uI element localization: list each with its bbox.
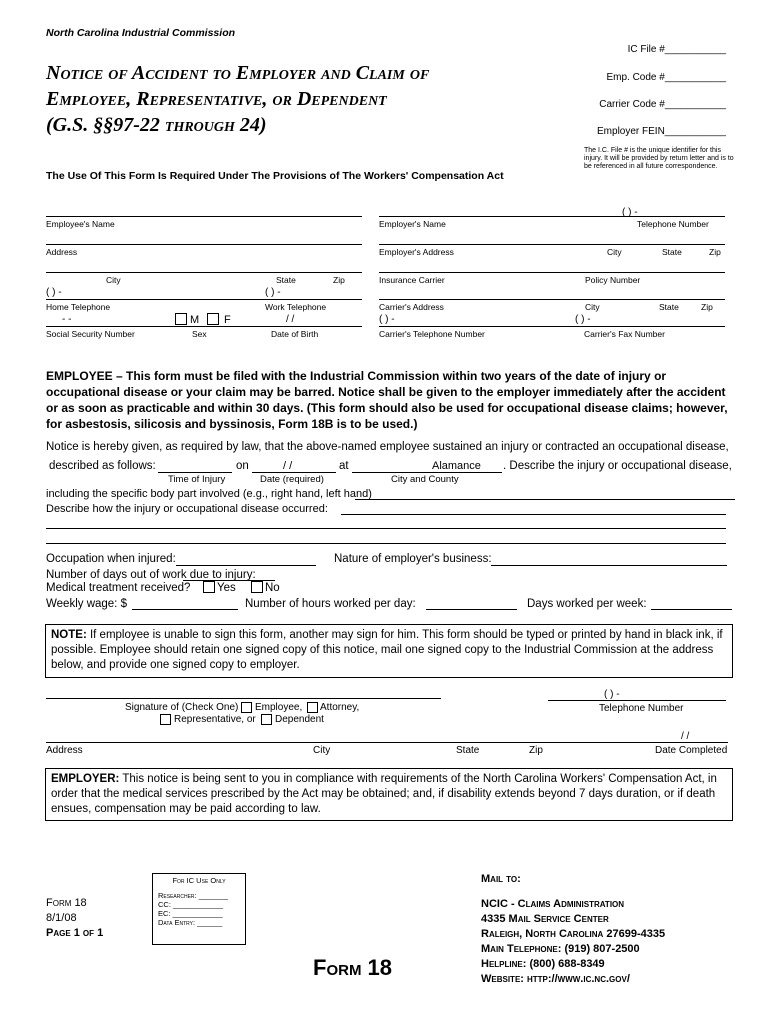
employee-state-label: State — [276, 275, 296, 285]
carrier-phone-mask: ( ) - — [379, 314, 395, 325]
city-county-label: City and County — [391, 474, 459, 485]
sig-phone-mask: ( ) - — [604, 689, 620, 700]
how-injury-line-3[interactable] — [46, 543, 726, 544]
form-18-large: Form 18 — [313, 955, 393, 980]
sig-employee-checkbox[interactable] — [241, 702, 252, 713]
employee-city-line[interactable] — [46, 272, 362, 273]
body-part-label: including the specific body part involved (e.g., right hand, left hand) — [46, 488, 372, 500]
sex-m-label: M — [190, 314, 200, 326]
sig-zip-label: Zip — [529, 745, 543, 756]
sig-address-line[interactable] — [46, 742, 728, 743]
sig-address-label: Address — [46, 745, 83, 756]
nature-business-label: Nature of employer's business: — [334, 553, 492, 565]
note-text: If employee is unable to sign this form, another may sign for him. This form should be typed or printed by hand in black ink, if possible. Employee should retain one signed copy of this notice, mail one signed copy to the Industrial Commission at the address below, and provide one signed copy to employer. — [51, 629, 723, 671]
sex-f-label: F — [224, 314, 231, 326]
medical-yes-checkbox[interactable] — [203, 581, 215, 593]
form-number: Form 18 — [46, 897, 87, 909]
note-box — [45, 624, 733, 678]
employee-address-line[interactable] — [46, 244, 362, 245]
sex-label: Sex — [192, 329, 207, 339]
employee-address-label: Address — [46, 247, 78, 257]
county-line[interactable] — [352, 472, 502, 473]
employee-city-label: City — [106, 275, 121, 285]
ic-file-note: The I.C. File # is the unique identifier for this injury. It will be provided by return letter and is to be referenced in all future correspondence. — [584, 147, 734, 170]
nature-business-line[interactable] — [491, 565, 727, 566]
agency-name: North Carolina Industrial Commission — [46, 27, 236, 39]
sig-city-label: City — [313, 745, 331, 756]
sig-representative-label: Representative, or — [174, 714, 256, 725]
emp-code-field[interactable]: Emp. Code #___________ — [606, 72, 726, 83]
employer-address-label: Employer's Address — [379, 247, 454, 257]
signature-label: Signature of (Check One) — [125, 702, 239, 713]
ic-use-title: For IC Use Only — [172, 876, 226, 885]
employer-phone-mask: ( ) - — [622, 207, 638, 218]
form-subtitle: The Use Of This Form Is Required Under The Provisions of The Workers' Compensation Act — [46, 170, 504, 182]
title-line-2: Employee, Representative, or Dependent — [46, 88, 387, 110]
employer-name-line[interactable] — [379, 216, 725, 217]
medical-label: Medical treatment received? — [46, 582, 191, 594]
title-line-3: (G.S. §§97-22 through 24) — [46, 114, 267, 136]
weekly-wage-line[interactable] — [132, 609, 238, 610]
mail-address-2: 4335 Mail Service Center — [481, 913, 609, 925]
employee-name-line[interactable] — [46, 216, 362, 217]
time-of-injury-line[interactable] — [158, 472, 232, 473]
on-label: on — [236, 460, 249, 472]
days-per-week-line[interactable] — [651, 609, 732, 610]
sig-dependent-label: Dependent — [275, 714, 324, 725]
time-of-injury-label: Time of Injury — [168, 474, 226, 485]
ssn-mask: - - — [62, 314, 72, 325]
days-per-week-label: Days worked per week: — [527, 598, 647, 610]
employer-fein-field[interactable]: Employer FEIN___________ — [597, 126, 726, 137]
website-link[interactable]: Website: http://www.ic.nc.gov/ — [481, 973, 630, 985]
carrier-phone-label: Carrier's Telephone Number — [379, 329, 485, 339]
main-telephone: Main Telephone: (919) 807-2500 — [481, 943, 640, 955]
employer-box — [45, 768, 733, 821]
date-of-injury-line[interactable] — [252, 472, 336, 473]
cc-field[interactable]: CC: ____________ — [158, 900, 224, 909]
note-label: NOTE: — [51, 629, 87, 641]
employer-name-label: Employer's Name — [379, 219, 446, 229]
employer-phone-label: Telephone Number — [637, 219, 709, 229]
carrier-fax-label: Carrier's Fax Number — [584, 329, 665, 339]
carrier-code-field[interactable]: Carrier Code #___________ — [599, 99, 726, 110]
medical-yes-label: Yes — [217, 582, 236, 594]
employee-notice: EMPLOYEE – This form must be filed with the Industrial Commission within two years of the date of injury or occupational disease or your claim may be barred. Notice shall be given to the employer immediately after the accident or as soon as practicable and within 30 days. (This form should also be used for occupational disease claims; however, for asbestosis, silicosis and byssinosis, Form 18B is to be used.) — [46, 369, 728, 431]
dob-mask: / / — [286, 314, 295, 325]
insurance-carrier-line[interactable] — [379, 272, 725, 273]
sig-representative-checkbox[interactable] — [160, 714, 171, 725]
sig-attorney-checkbox[interactable] — [307, 702, 318, 713]
date-mask: / / — [283, 460, 293, 472]
employee-phones-line[interactable] — [46, 299, 362, 300]
date-completed-label: Date Completed — [655, 745, 728, 756]
hours-per-day-label: Number of hours worked per day: — [245, 598, 416, 610]
ssn-sex-dob-line[interactable] — [46, 326, 362, 327]
describe-label: . Describe the injury or occupational disease, — [503, 460, 732, 472]
date-required-label: Date (required) — [260, 474, 324, 485]
mail-address-1: NCIC - Claims Administration — [481, 898, 625, 910]
form-date: 8/1/08 — [46, 912, 77, 924]
sex-f-checkbox[interactable] — [207, 313, 219, 325]
carrier-state-label: State — [659, 302, 679, 312]
form-info — [46, 896, 103, 941]
insurance-carrier-label: Insurance Carrier — [379, 275, 445, 285]
employer-state-label: State — [662, 247, 682, 257]
body-part-line[interactable] — [355, 499, 735, 500]
how-injury-label: Describe how the injury or occupational disease occurred: — [46, 503, 328, 515]
sig-state-label: State — [456, 745, 480, 756]
ic-use-box — [152, 873, 246, 945]
date-completed-mask: / / — [681, 731, 690, 742]
sig-employee-label: Employee, — [255, 702, 303, 713]
days-out-label: Number of days out of work due to injury: — [46, 569, 256, 581]
carrier-city-label: City — [585, 302, 600, 312]
researcher-field[interactable]: Researcher: _______ — [158, 891, 228, 900]
occupation-label: Occupation when injured: — [46, 553, 176, 565]
weekly-wage-label: Weekly wage: $ — [46, 598, 127, 610]
carrier-phone-fax-line[interactable] — [379, 326, 725, 327]
home-phone-label: Home Telephone — [46, 302, 111, 312]
sig-phone-line[interactable] — [548, 700, 726, 701]
page-indicator: Page 1 of 1 — [46, 927, 104, 939]
home-phone-mask: ( ) - — [46, 287, 62, 298]
employer-city-label: City — [607, 247, 622, 257]
work-phone-label: Work Telephone — [265, 302, 327, 312]
employee-zip-label: Zip — [333, 275, 345, 285]
sex-m-checkbox[interactable] — [175, 313, 187, 325]
carrier-address-label: Carrier's Address — [379, 302, 444, 312]
work-phone-mask: ( ) - — [265, 287, 281, 298]
helpline: Helpline: (800) 688-8349 — [481, 958, 605, 970]
employer-box-text: This notice is being sent to you in compliance with requirements of the North Carolina Workers' Compensation Act, in order that the medical services prescribed by the Act may be obtained; and, if disability extends beyond 7 days duration, or if death ensues, compensation may be paid according to law. — [51, 773, 717, 815]
ssn-label: Social Security Number — [46, 329, 135, 339]
medical-no-checkbox[interactable] — [251, 581, 263, 593]
mail-to-label: Mail to: — [481, 873, 521, 885]
signature-line[interactable] — [46, 698, 441, 699]
how-injury-line-1[interactable] — [341, 514, 726, 515]
county-value[interactable]: Alamance — [432, 460, 481, 472]
mail-to-block — [481, 872, 665, 987]
employer-address-line[interactable] — [379, 244, 725, 245]
ec-field[interactable]: EC: ____________ — [158, 909, 223, 918]
how-injury-line-2[interactable] — [46, 528, 726, 529]
employer-box-label: EMPLOYER: — [51, 773, 120, 785]
injury-intro: Notice is hereby given, as required by law, that the above-named employee sustained an injury or contracted an occupational disease, — [46, 441, 729, 453]
sig-dependent-checkbox[interactable] — [261, 714, 272, 725]
form-title — [46, 60, 429, 138]
carrier-zip-label: Zip — [701, 302, 713, 312]
sig-phone-label: Telephone Number — [599, 703, 684, 714]
medical-no-label: No — [265, 582, 280, 594]
carrier-fax-mask: ( ) - — [575, 314, 591, 325]
dob-label: Date of Birth — [271, 329, 319, 339]
carrier-address-line[interactable] — [379, 299, 725, 300]
sig-attorney-label: Attorney, — [320, 702, 360, 713]
hours-per-day-line[interactable] — [426, 609, 517, 610]
ic-file-field[interactable]: IC File #___________ — [627, 44, 726, 55]
occupation-line[interactable] — [176, 565, 316, 566]
employer-zip-label: Zip — [709, 247, 721, 257]
employee-name-label: Employee's Name — [46, 219, 115, 229]
described-label: described as follows: — [49, 460, 156, 472]
data-entry-field[interactable]: Data Entry: ______ — [158, 918, 223, 927]
mail-address-3: Raleigh, North Carolina 27699-4335 — [481, 928, 666, 940]
title-line-1: Notice of Accident to Employer and Claim of — [46, 62, 430, 84]
policy-number-label: Policy Number — [585, 275, 641, 285]
at-label: at — [339, 460, 349, 472]
